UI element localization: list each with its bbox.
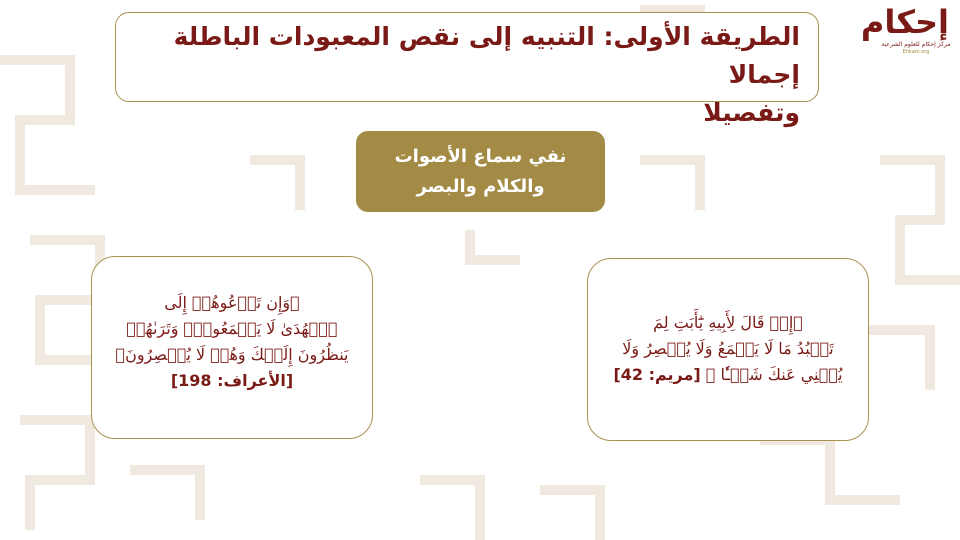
verse-card-left [91, 256, 373, 439]
topic-pill [356, 131, 605, 212]
verse-reference: [مريم: 42] [613, 365, 701, 384]
logo [860, 3, 952, 70]
verse-line-2: ٱلۡهُدَىٰ لَا يَسۡمَعُواْۖ وَتَرَىٰهُمۡ [126, 319, 338, 338]
logo-mark: إحكام [860, 3, 949, 41]
verse-reference: [الأعراف: 198] [170, 371, 294, 390]
logo-small-text: Ehkam.org [902, 49, 930, 55]
verse-line-2: تَعۡبُدُ مَا لَا يَسۡمَعُ وَلَا يُبۡصِرُ وَلَا [622, 339, 834, 358]
verse-card-right [587, 258, 869, 441]
verse-line-3 [588, 362, 868, 388]
verse-line-3: يَنظُرُونَ إِلَيۡكَ وَهُمۡ لَا يُبۡصِرُونَ﴾ [115, 345, 349, 364]
verse-line-1: ﴿إِذۡ قَالَ لِأَبِيهِ يَٰٓأَبَتِ لِمَ [653, 313, 803, 332]
verse-line-1: ﴿وَإِن تَدۡعُوهُمۡ إِلَى [164, 293, 300, 312]
topic-line-1: نفي سماع الأصوات [394, 146, 567, 167]
verse-line-3-text: يُغۡنِي عَنكَ شَيۡـٔٗا ﴾ [705, 365, 843, 384]
title-line-2: وتفصيلا [703, 98, 800, 127]
title-box [115, 12, 819, 127]
title-line-1: الطريقة الأولى: التنبيه إلى نقص المعبودات الباطلة إجمالا [173, 22, 800, 89]
logo-subtitle: مركز إحكام للعلوم الشرعية [881, 41, 951, 48]
topic-line-2: والكلام والبصر [416, 176, 545, 197]
